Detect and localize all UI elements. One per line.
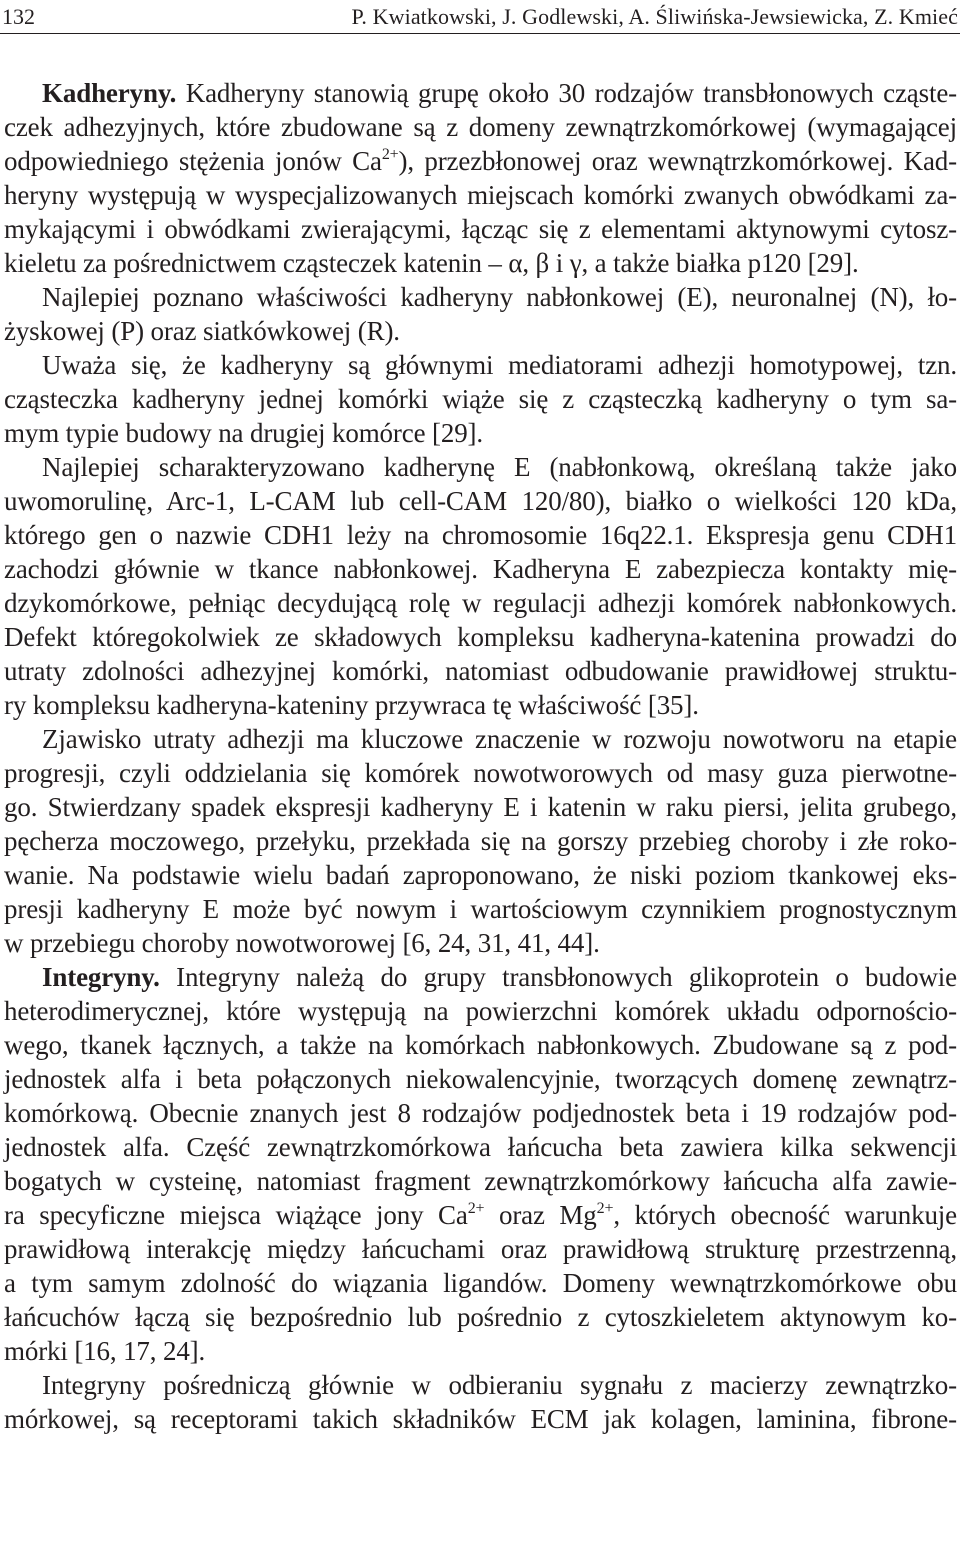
- text-line: [4, 790, 957, 824]
- text-segment: mykającymi i obwódkami zwierającymi, łącząc się z elementami aktynowymi cytosz-: [4, 214, 957, 244]
- text-segment: odpowiedniego stężenia jonów Ca: [4, 146, 382, 176]
- text-line: [4, 246, 957, 280]
- text-line: [4, 416, 957, 450]
- text-segment: cząsteczka kadheryny jednej komórki wiąże się z cząsteczką kadheryny o tym sa-: [4, 384, 957, 414]
- text-segment: uwomorulinę, Arc-1, L-CAM lub cell-CAM 120/80), białko o wielkości 120 kDa,: [4, 486, 957, 516]
- text-line: [4, 654, 957, 688]
- text-line: [4, 76, 957, 110]
- text-line: [4, 586, 957, 620]
- header-rule: [0, 33, 960, 34]
- text-segment: mórkowej, są receptorami takich składników ECM jak kolagen, laminina, fibrone-: [4, 1404, 957, 1434]
- text-segment: bogatych w cysteinę, natomiast fragment zewnątrzkomórkowy łańcucha alfa zawie-: [4, 1166, 957, 1196]
- text-segment: , których obecność warunkuje: [613, 1200, 957, 1230]
- text-line: [4, 484, 957, 518]
- text-segment: prawidłową interakcję między łańcuchami oraz prawidłową strukturę przestrzenną,: [4, 1234, 957, 1264]
- text-line: [4, 144, 957, 178]
- text-line: [4, 620, 957, 654]
- text-segment: żyskowej (P) oraz siatkówkowej (R).: [4, 316, 400, 346]
- text-segment: Zjawisko utraty adhezji ma kluczowe znaczenie w rozwoju nowotworu na etapie: [42, 724, 957, 754]
- text-segment: Integryny pośredniczą głównie w odbieraniu sygnału z macierzy zewnątrzko-: [42, 1370, 957, 1400]
- text-segment: ry kompleksu kadheryna-kateniny przywraca tę właściwość [35].: [4, 690, 699, 720]
- text-segment: mym typie budowy na drugiej komórce [29].: [4, 418, 483, 448]
- text-line: [4, 722, 957, 756]
- text-segment: czek adhezyjnych, które zbudowane są z domeny zewnątrzkomórkowej (wymagającej: [4, 112, 957, 142]
- text-line: [4, 1096, 957, 1130]
- text-line: [4, 1198, 957, 1232]
- text-segment: kieletu za pośrednictwem cząsteczek katenin – α, β i γ, a także białka p120 [29].: [4, 248, 859, 278]
- text-line: [4, 824, 957, 858]
- text-line: [4, 994, 957, 1028]
- text-segment: ra specyficzne miejsca wiążące jony Ca: [4, 1200, 468, 1230]
- text-segment: którego gen o nazwie CDH1 leży na chromosomie 16q22.1. Ekspresja genu CDH1: [4, 520, 957, 550]
- text-segment: w przebiegu choroby nowotworowej [6, 24, 31, 41, 44].: [4, 928, 600, 958]
- text-line: [4, 1300, 957, 1334]
- text-segment: go. Stwierdzany spadek ekspresji kadheryny E i katenin w raku piersi, jelita grubego,: [4, 792, 957, 822]
- text-segment: dzykomórkowe, pełniąc decydującą rolę w regulacji adhezji komórek nabłonkowych.: [4, 588, 957, 618]
- superscript: 2+: [596, 1200, 614, 1217]
- text-line: [4, 1028, 957, 1062]
- text-segment: jednostek alfa i beta połączonych niekowalencyjnie, tworzących domenę zewnątrz-: [4, 1064, 957, 1094]
- text-line: [4, 688, 957, 722]
- text-segment: ), przezbłonowej oraz wewnątrzkomórkowej. Kad-: [398, 146, 957, 176]
- text-segment: Uważa się, że kadheryny są głównymi mediatorami adhezji homotypowej, tzn.: [42, 350, 957, 380]
- text-line: [4, 1266, 957, 1300]
- page-number: 132: [2, 4, 35, 29]
- text-line: [4, 348, 957, 382]
- text-segment: mórki [16, 17, 24].: [4, 1336, 206, 1366]
- text-line: [4, 1232, 957, 1266]
- text-segment: Integryny należą do grupy transbłonowych glikoprotein o budowie: [159, 962, 957, 992]
- text-segment: wanie. Na podstawie wielu badań zaproponowano, że niski poziom tkankowej eks-: [4, 860, 957, 890]
- text-segment: Najlepiej scharakteryzowano kadherynę E (nabłonkową, określaną także jako: [42, 452, 957, 482]
- text-line: [4, 178, 957, 212]
- text-line: [4, 1368, 957, 1402]
- text-segment: Najlepiej poznano właściwości kadheryny nabłonkowej (E), neuronalnej (N), ło-: [42, 282, 957, 312]
- text-line: [4, 212, 957, 246]
- section-term: Kadheryny.: [42, 78, 177, 108]
- text-segment: łańcuchów łączą się bezpośrednio lub pośrednio z cytoszkieletem aktynowym ko-: [4, 1302, 957, 1332]
- text-line: [4, 1164, 957, 1198]
- text-line: [4, 280, 957, 314]
- text-segment: a tym samym zdolność do wiązania ligandów. Domeny wewnątrzkomórkowe obu: [4, 1268, 957, 1298]
- superscript: 2+: [381, 146, 399, 163]
- text-line: [4, 518, 957, 552]
- running-head-authors: P. Kwiatkowski, J. Godlewski, A. Śliwińska-Jewsiewicka, Z. Kmieć: [351, 4, 958, 29]
- text-segment: zachodzi głównie w tkance nabłonkowej. Kadheryna E zabezpiecza kontakty mię-: [4, 554, 957, 584]
- text-line: [4, 110, 957, 144]
- text-line: [4, 552, 957, 586]
- text-segment: pęcherza moczowego, przełyku, przekłada się na gorszy przebieg choroby i złe roko-: [4, 826, 957, 856]
- text-line: [4, 1402, 957, 1436]
- text-line: [4, 926, 957, 960]
- text-line: [4, 1062, 957, 1096]
- text-line: [4, 960, 957, 994]
- article-body: [4, 76, 957, 1436]
- text-segment: presji kadheryny E może być nowym i wartościowym czynnikiem prognostycznym: [4, 894, 957, 924]
- text-segment: oraz Mg: [484, 1200, 597, 1230]
- text-segment: progresji, czyli oddzielania się komórek nowotworowych od masy guza pierwotne-: [4, 758, 957, 788]
- text-segment: komórkową. Obecnie znanych jest 8 rodzajów podjednostek beta i 19 rodzajów pod-: [4, 1098, 957, 1128]
- text-segment: wego, tkanek łącznych, a także na komórkach nabłonkowych. Zbudowane są z pod-: [4, 1030, 957, 1060]
- text-line: [4, 756, 957, 790]
- text-segment: heryny występują w wyspecjalizowanych miejscach komórki zwanych obwódkami za-: [4, 180, 957, 210]
- text-segment: jednostek alfa. Część zewnątrzkomórkowa łańcucha beta zawiera kilka sekwencji: [4, 1132, 957, 1162]
- text-segment: Kadheryny stanowią grupę około 30 rodzajów transbłonowych cząste-: [176, 78, 957, 108]
- text-line: [4, 892, 957, 926]
- text-line: [4, 382, 957, 416]
- text-segment: heterodimerycznej, które występują na powierzchni komórek układu odpornościo-: [4, 996, 957, 1026]
- text-line: [4, 450, 957, 484]
- text-line: [4, 1130, 957, 1164]
- text-segment: Defekt któregokolwiek ze składowych kompleksu kadheryna-katenina prowadzi do: [4, 622, 957, 652]
- text-line: [4, 858, 957, 892]
- superscript: 2+: [467, 1200, 485, 1217]
- text-segment: utraty zdolności adhezyjnej komórki, natomiast odbudowanie prawidłowej struktu-: [4, 656, 957, 686]
- running-header: [0, 0, 960, 36]
- text-line: [4, 314, 957, 348]
- text-line: [4, 1334, 957, 1368]
- section-term: Integryny.: [42, 962, 160, 992]
